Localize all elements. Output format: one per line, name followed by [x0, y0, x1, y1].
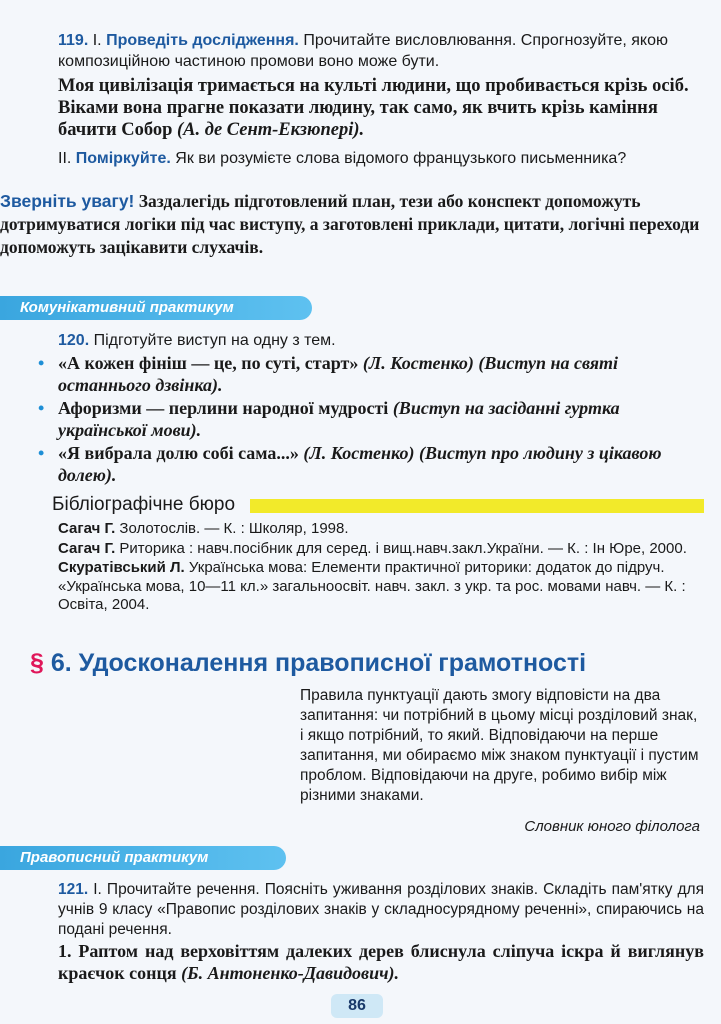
entry-author: Скуратівський Л.	[58, 559, 185, 576]
attention-note	[0, 190, 704, 259]
topic-quote: Афоризми — перлини народної мудрості	[58, 398, 389, 418]
part-marker: І.	[93, 881, 102, 898]
list-item	[38, 442, 704, 486]
task-heading: Поміркуйте.	[75, 150, 171, 167]
bibliography-entry	[58, 520, 704, 539]
entry-text: Українська мова: Елементи практичної риторики: додаток до підруч. «Українська мова, 10—11 кл.» загальноосвіт. навч. закл. з укр. та рос. мовами навч. — К. : Освіта, 2004.	[58, 559, 686, 613]
epigraph-source: Словник юного філолога	[524, 818, 700, 835]
quote-block	[58, 75, 704, 141]
bibliography-entry	[58, 559, 704, 615]
task-text: Прочитайте речення. Поясніть уживання розділових знаків. Складіть пам'ятку для учнів 9 класу «Правопис розділових знаків у складносурядному реченні», спираючись на подані речення.	[58, 881, 704, 938]
task-text: Прочитайте висловлювання. Спрогнозуйте, якою композиційною частиною промови воно може бути.	[58, 32, 668, 70]
sentence-text: 1. Раптом над верховіттям далеких дерев блиснула сліпуча іскра й виглянув краєчок сонця	[58, 941, 704, 983]
note-lead: Зверніть увагу!	[0, 191, 135, 211]
list-item	[38, 352, 704, 396]
section-banner-spelling: Правописний практикум	[0, 846, 286, 870]
entry-author: Сагач Г.	[58, 539, 116, 557]
task-text: Підготуйте виступ на одну з тем.	[93, 332, 336, 349]
section-mark: §	[30, 649, 44, 677]
sentence-author: (Б. Антоненко-Давидович).	[181, 963, 400, 983]
bibliography-highlight-bar	[250, 499, 704, 513]
note-text: Заздалегідь підготовлений план, тези або конспект допоможуть дотримуватися логіки під час виступу, а заготовлені приклади, цитати, логічні переходи допоможуть зацікавити слухачів.	[0, 191, 700, 257]
quote-author: (А. де Сент-Екзюпері).	[177, 120, 365, 140]
section-banner-communicative: Комунікативний практикум	[0, 296, 312, 320]
bullet-icon: •	[38, 398, 45, 418]
task-121	[58, 880, 704, 940]
task-119-part2	[58, 148, 704, 169]
part-marker: І.	[92, 32, 102, 49]
topic-note: (Виступ на святі останнього дзвінка).	[58, 353, 619, 395]
bullet-icon: •	[38, 353, 45, 373]
list-item	[38, 397, 704, 441]
example-sentence	[58, 940, 704, 984]
topic-list	[38, 352, 704, 487]
quote-text: Моя цивілізація тримається на культі людини, що пробивається крізь осіб. Віками вона прагне показати людину, так само, як вчить крізь каміння бачити Собор	[58, 76, 689, 140]
task-119-part1	[58, 30, 704, 72]
entry-text: Золотослів. — К. : Школяр, 1998.	[119, 520, 349, 537]
bullet-icon: •	[38, 443, 45, 463]
entry-text: Риторика : навч.посібник для серед. і вищ.навч.закл.України. — К. : Ін Юре, 2000.	[119, 539, 687, 557]
task-number: 121.	[58, 881, 89, 898]
topic-note: (Виступ на засіданні гуртка української мови).	[58, 398, 620, 440]
task-text: Як ви розумієте слова відомого французького письменника?	[175, 150, 627, 167]
task-heading: Проведіть дослідження.	[106, 32, 299, 49]
bibliography-entry	[58, 540, 704, 559]
topic-author: (Л. Костенко)	[362, 353, 474, 373]
bibliography-heading: Бібліографічне бюро	[52, 494, 236, 515]
page-number: 86	[331, 994, 383, 1018]
entry-author: Сагач Г.	[58, 520, 116, 537]
task-number: 119.	[58, 32, 89, 49]
task-number: 120.	[58, 332, 90, 349]
topic-note: (Виступ про людину з цікавою долею).	[58, 443, 662, 485]
task-120	[58, 330, 704, 351]
topic-quote: «Я вибрала долю собі сама...»	[58, 443, 299, 463]
section-title-text: 6. Удосконалення правописної грамотності	[50, 649, 587, 677]
epigraph-text: Правила пунктуації дають змогу відповісти на два запитання: чи потрібний в цьому місці розділовий знак, і якщо потрібний, то який. Відповідаючи на перше запитання, ми обираємо між знаком пунктуації і пустим проблом. Відповідаючи на друге, робимо вибір між різними знаками.	[300, 687, 699, 804]
bibliography-list	[58, 520, 704, 616]
part-marker: ІІ.	[58, 150, 72, 167]
topic-author: (Л. Костенко)	[303, 443, 415, 463]
section-title	[30, 648, 710, 678]
topic-quote: «А кожен фініш — це, по суті, старт»	[58, 353, 359, 373]
